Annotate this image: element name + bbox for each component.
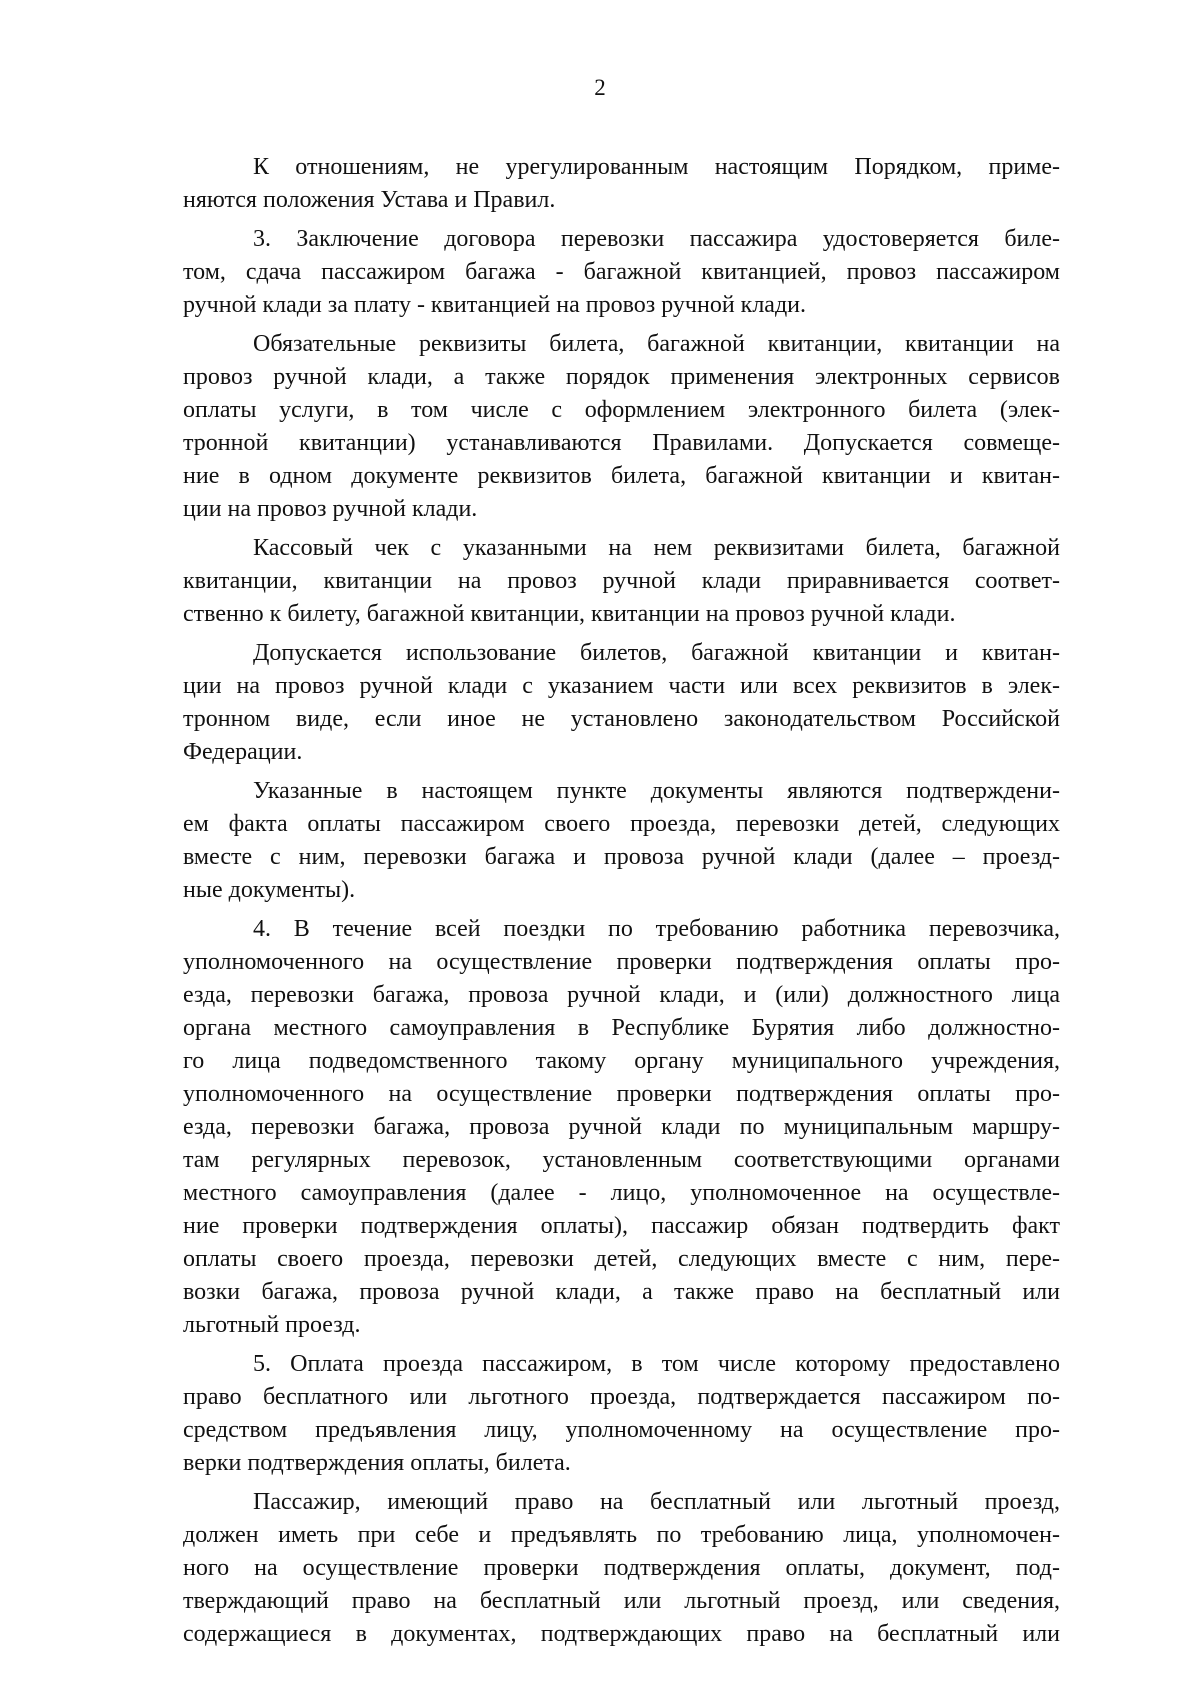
text-line: местного самоуправления (далее - лицо, уполномоченное на осуществле- <box>183 1180 1060 1206</box>
text-line: го лица подведомственного такому органу муниципального учреждения, <box>183 1048 1060 1074</box>
text-line: ние проверки подтверждения оплаты), пассажир обязан подтвердить факт <box>183 1213 1060 1239</box>
text-line: льготный проезд. <box>183 1312 361 1338</box>
text-line: уполномоченного на осуществление проверки подтверждения оплаты про- <box>183 949 1060 975</box>
text-line: Федерации. <box>183 739 303 765</box>
document-body <box>183 151 1060 1657</box>
text-line: провоз ручной клади, а также порядок применения электронных сервисов <box>183 364 1060 390</box>
text-line: К отношениям, не урегулированным настоящим Порядком, приме- <box>253 154 1060 180</box>
text-line: ции на провоз ручной клади с указанием части или всех реквизитов в элек- <box>183 673 1060 699</box>
text-line: езда, перевозки багажа, провоза ручной клади по муниципальным маршру- <box>183 1114 1060 1140</box>
paragraph <box>183 532 1060 631</box>
text-line: ем факта оплаты пассажиром своего проезда, перевозки детей, следующих <box>183 811 1060 837</box>
text-line: верки подтверждения оплаты, билета. <box>183 1450 571 1476</box>
text-line: Пассажир, имеющий право на бесплатный или льготный проезд, <box>253 1489 1060 1515</box>
text-line: оплаты своего проезда, перевозки детей, следующих вместе с ним, пере- <box>183 1246 1060 1272</box>
text-line: ции на провоз ручной клади. <box>183 496 478 522</box>
text-line: уполномоченного на осуществление проверки подтверждения оплаты про- <box>183 1081 1060 1107</box>
text-line: Обязательные реквизиты билета, багажной квитанции, квитанции на <box>253 331 1060 357</box>
text-line: Указанные в настоящем пункте документы являются подтверждени- <box>253 778 1060 804</box>
text-line: оплаты услуги, в том числе с оформлением электронного билета (элек- <box>183 397 1060 423</box>
text-line: том, сдача пассажиром багажа - багажной квитанцией, провоз пассажиром <box>183 259 1060 285</box>
text-line: тверждающий право на бесплатный или льготный проезд, или сведения, <box>183 1588 1060 1614</box>
text-line: ручной клади за плату - квитанцией на провоз ручной клади. <box>183 292 807 318</box>
text-line: ные документы). <box>183 877 356 903</box>
text-line: 4. В течение всей поездки по требованию работника перевозчика, <box>253 916 1060 942</box>
text-line: езда, перевозки багажа, провоза ручной клади, и (или) должностного лица <box>183 982 1060 1008</box>
text-line: право бесплатного или льготного проезда, подтверждается пассажиром по- <box>183 1384 1060 1410</box>
text-line: ние в одном документе реквизитов билета, багажной квитанции и квитан- <box>183 463 1060 489</box>
paragraph <box>183 913 1060 1342</box>
paragraph <box>183 1486 1060 1651</box>
text-line: возки багажа, провоза ручной клади, а также право на бесплатный или <box>183 1279 1060 1305</box>
text-line: 3. Заключение договора перевозки пассажира удостоверяется биле- <box>253 226 1060 252</box>
paragraph <box>183 637 1060 769</box>
text-line: тронной квитанции) устанавливаются Правилами. Допускается совмеще- <box>183 430 1060 456</box>
text-line: средством предъявления лицу, уполномоченному на осуществление про- <box>183 1417 1060 1443</box>
paragraph <box>183 328 1060 526</box>
text-line: ного на осуществление проверки подтверждения оплаты, документ, под- <box>183 1555 1060 1581</box>
text-line: 5. Оплата проезда пассажиром, в том числе которому предоставлено <box>253 1351 1060 1377</box>
text-line: Допускается использование билетов, багажной квитанции и квитан- <box>253 640 1060 666</box>
paragraph <box>183 775 1060 907</box>
text-line: там регулярных перевозок, установленным соответствующими органами <box>183 1147 1060 1173</box>
text-line: ственно к билету, багажной квитанции, квитанции на провоз ручной клади. <box>183 601 956 627</box>
text-line: Кассовый чек с указанными на нем реквизитами билета, багажной <box>253 535 1060 561</box>
text-line: содержащиеся в документах, подтверждающих право на бесплатный или <box>183 1621 1060 1647</box>
paragraph <box>183 223 1060 322</box>
paragraph <box>183 1348 1060 1480</box>
text-line: тронном виде, если иное не установлено законодательством Российской <box>183 706 1060 732</box>
text-line: должен иметь при себе и предъявлять по требованию лица, уполномочен- <box>183 1522 1060 1548</box>
text-line: вместе с ним, перевозки багажа и провоза ручной клади (далее – проезд- <box>183 844 1060 870</box>
text-line: органа местного самоуправления в Республике Бурятия либо должностно- <box>183 1015 1060 1041</box>
page-number: 2 <box>594 75 606 100</box>
text-line: квитанции, квитанции на провоз ручной клади приравнивается соответ- <box>183 568 1060 594</box>
text-line: няются положения Устава и Правил. <box>183 187 556 213</box>
paragraph <box>183 151 1060 217</box>
